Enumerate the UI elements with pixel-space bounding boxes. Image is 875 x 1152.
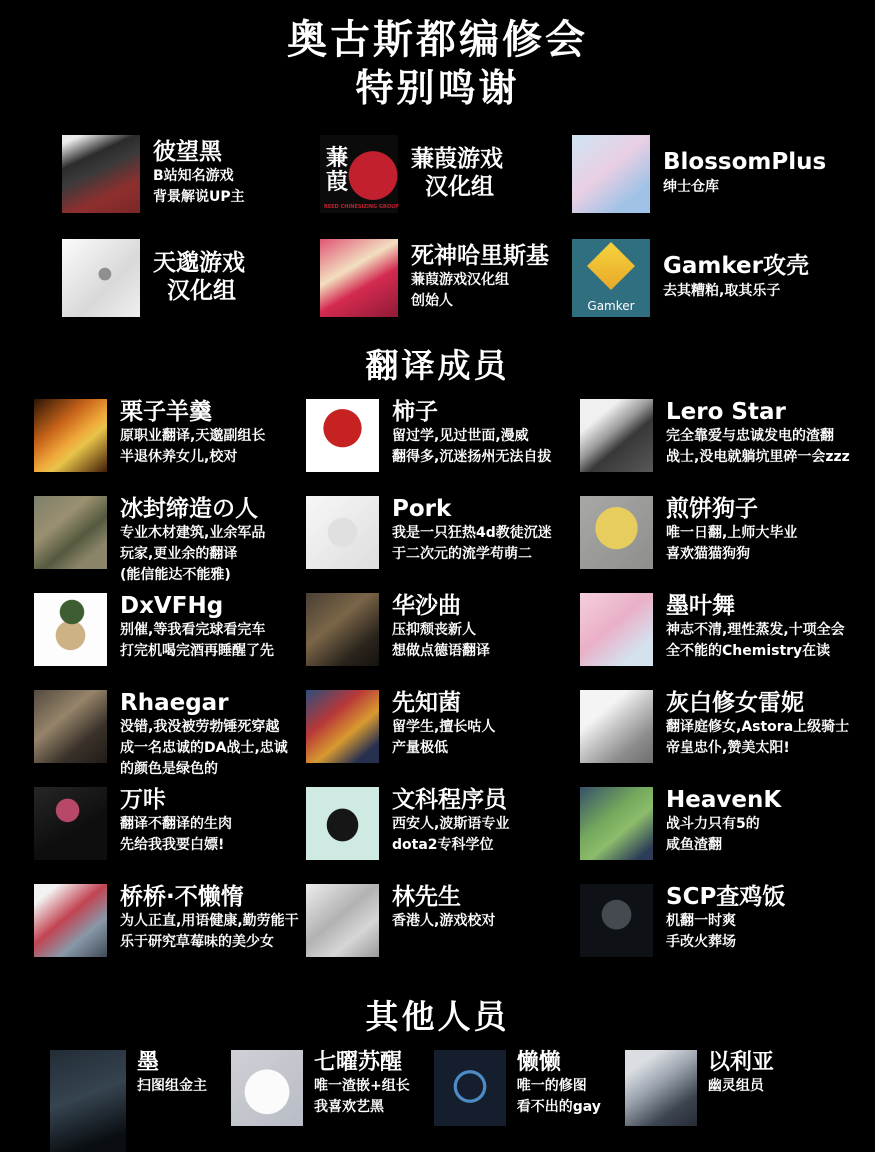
credit-entry — [34, 593, 306, 686]
member-desc: 我喜欢艺黑 — [314, 1098, 384, 1115]
credit-entry — [306, 399, 580, 492]
member-desc: 压抑颓丧新人 — [392, 622, 476, 639]
member-desc: 没错,我没被劳勃锤死穿越 — [120, 719, 280, 736]
building-sketch-avatar — [306, 884, 379, 957]
member-name: 万咔 — [120, 786, 166, 813]
member-name: 灰白修女雷妮 — [666, 689, 804, 716]
member-desc: 绅士仓库 — [663, 178, 719, 195]
gamker-logo-caption: Gamker — [587, 298, 635, 313]
member-name: 墨叶舞 — [666, 592, 735, 619]
masked-dark-figure-avatar — [34, 787, 107, 860]
credit-entry — [306, 884, 580, 977]
member-name: Gamker攻壳 — [663, 253, 809, 280]
page-title — [0, 0, 875, 112]
member-desc: 机翻一时爽 — [666, 913, 736, 930]
white-plate-hand-avatar — [231, 1050, 303, 1126]
member-desc: 打完机喝完酒再睡醒了先 — [120, 643, 274, 660]
member-desc: 唯一的修图 — [516, 1077, 587, 1094]
member-desc: (能信能达不能雅) — [120, 567, 231, 584]
credit-entry — [306, 496, 580, 589]
member-name: 柿子 — [392, 398, 438, 425]
gamker-diamond-icon — [587, 242, 635, 290]
jianjia-logo-subtext: REED CHINESIZING GROUP — [324, 203, 399, 210]
capped-figure-grayscale-avatar — [580, 399, 653, 472]
credit-entry — [62, 126, 320, 222]
red-persimmon-avatar — [306, 399, 379, 472]
credit-entry — [34, 496, 306, 589]
gamker-logo-avatar — [572, 239, 650, 317]
member-desc: 帝皇忠仆,赞美太阳! — [666, 740, 790, 757]
member-name: 墨 — [137, 1049, 160, 1075]
pink-haired-anime-girl-avatar — [580, 593, 653, 666]
pastel-anime-girl-avatar — [572, 135, 650, 213]
credit-entry — [580, 690, 875, 783]
military-cosplay-photo-avatar — [34, 496, 107, 569]
member-name: 冰封缔造の人 — [120, 495, 258, 522]
doge-meme-avatar — [580, 496, 653, 569]
member-desc: 看不出的gay — [516, 1098, 601, 1115]
grayscale-anime-nun-avatar — [580, 690, 653, 763]
member-name: Pork — [392, 495, 452, 522]
member-name: 天邈游戏 — [153, 250, 245, 276]
credit-entry — [580, 496, 875, 589]
others-section-header: 其他人员 — [365, 996, 510, 1036]
member-desc: 唯一渣嵌+组长 — [314, 1077, 410, 1094]
credit-entry — [572, 230, 862, 326]
member-name: Rhaegar — [120, 689, 229, 716]
credit-entry — [580, 593, 875, 686]
green-haired-character-avatar — [580, 787, 653, 860]
jianjia-logo-text: 蒹葭 — [326, 145, 349, 195]
member-desc: 幽灵组员 — [707, 1077, 764, 1094]
member-name: 以利亚 — [707, 1049, 774, 1075]
member-desc: 的颜色是绿色的 — [120, 761, 218, 778]
credit-entry — [580, 787, 875, 880]
member-name: 煎饼狗子 — [666, 495, 758, 522]
member-desc: 香港人,游戏校对 — [392, 913, 496, 930]
penguin-sketch-avatar — [306, 787, 379, 860]
member-name: DxVFHg — [120, 592, 224, 619]
chibi-green-helmet-avatar — [34, 593, 107, 666]
credit-entry — [34, 690, 306, 783]
member-desc: 为人正直,用语健康,勤劳能干 — [120, 913, 299, 930]
member-desc: 创始人 — [411, 293, 453, 310]
credit-entry — [34, 884, 306, 977]
member-desc: 留学生,擅长咕人 — [392, 719, 496, 736]
colorful-mecha-art-avatar — [306, 690, 379, 763]
member-desc: 产量极低 — [392, 740, 448, 757]
credit-entry — [434, 1050, 601, 1152]
member-desc: 半退休养女儿,校对 — [120, 449, 238, 466]
member-desc: 原职业翻译,天邈副组长 — [120, 428, 266, 445]
member-name: Lero Star — [666, 398, 786, 425]
member-name: HeavenK — [666, 786, 782, 813]
member-name-line2: 汉化组 — [425, 173, 494, 200]
credit-entry — [306, 690, 580, 783]
member-desc: 全不能的Chemistry在读 — [666, 643, 831, 660]
member-desc: 手改火葬场 — [666, 934, 736, 951]
others-row — [0, 1050, 875, 1152]
credit-entry — [625, 1050, 774, 1152]
member-desc: 背景解说UP主 — [153, 189, 245, 206]
member-desc: 咸鱼渣翻 — [666, 837, 722, 854]
credit-entry — [320, 126, 572, 222]
page-title-line1: 奥古斯都编修会 — [287, 17, 588, 63]
member-name: 懒懒 — [516, 1049, 561, 1075]
member-name-line2: 汉化组 — [167, 277, 236, 304]
fiery-battle-art-avatar — [34, 399, 107, 472]
melting-clock-blue-avatar — [434, 1050, 506, 1126]
translators-grid — [34, 399, 875, 977]
member-name: 林先生 — [392, 883, 461, 910]
credit-entry — [580, 399, 875, 492]
silver-haired-warrior-avatar — [34, 690, 107, 763]
member-name: 华沙曲 — [392, 592, 461, 619]
page-title-line2: 特别鸣谢 — [355, 66, 520, 110]
member-name: 桥桥·不懒惰 — [120, 883, 244, 910]
member-desc: 战士,没电就躺坑里碎一会zzz — [666, 449, 850, 466]
white-hat-anime-girl-avatar — [34, 884, 107, 957]
member-name: 死神哈里斯基 — [411, 242, 549, 269]
member-desc: 蒹葭游戏汉化组 — [411, 272, 509, 289]
classical-oil-portrait-avatar — [306, 593, 379, 666]
member-desc: 去其糟粕,取其乐子 — [663, 282, 781, 299]
anime-boy-red-hoodie-avatar — [62, 135, 140, 213]
member-name: 蒹葭游戏 — [411, 146, 503, 172]
member-desc: 喜欢猫猫狗狗 — [666, 546, 750, 563]
member-name: 文科程序员 — [392, 786, 507, 813]
member-desc: 专业木材建筑,业余军品 — [120, 525, 266, 542]
credit-entry — [580, 884, 875, 977]
translators-section-header: 翻译成员 — [365, 345, 510, 385]
member-desc: B站知名游戏 — [153, 168, 234, 185]
member-name: SCP查鸡饭 — [666, 883, 786, 910]
credit-entry — [34, 787, 306, 880]
red-gold-chinese-art-avatar — [320, 239, 398, 317]
member-name: 七曜苏醒 — [314, 1049, 403, 1075]
member-desc: 完全靠爱与忠诚发电的渣翻 — [666, 428, 834, 445]
member-name: 栗子羊羹 — [120, 398, 212, 425]
credit-entry — [50, 1050, 207, 1152]
member-desc: dota2专科学位 — [392, 837, 494, 854]
member-desc: 唯一日翻,上师大毕业 — [666, 525, 798, 542]
member-desc: 成一名忠诚的DA战士,忠诚 — [120, 740, 288, 757]
member-desc: 乐于研究草莓味的美少女 — [120, 934, 274, 951]
member-desc: 想做点德语翻译 — [392, 643, 490, 660]
cat-girl-sketch-avatar — [306, 496, 379, 569]
credit-entry — [306, 787, 580, 880]
member-desc: 翻得多,沉迷扬州无法自拔 — [392, 449, 552, 466]
member-name: 先知菌 — [392, 689, 461, 716]
credit-entry — [306, 593, 580, 686]
special-thanks-grid — [62, 126, 875, 326]
member-desc: 玩家,更业余的翻译 — [120, 546, 238, 563]
member-desc: 神志不清,理性蒸发,十项全会 — [666, 622, 845, 639]
member-desc: 翻译庭修女,Astora上级骑士 — [666, 719, 850, 736]
member-desc: 留过学,见过世面,漫威 — [392, 428, 529, 445]
member-desc: 翻译不翻译的生肉 — [120, 816, 232, 833]
member-desc: 于二次元的流学苟萌二 — [392, 546, 532, 563]
credit-entry — [572, 126, 862, 222]
dark-gothic-art-avatar — [50, 1050, 126, 1152]
jianjia-logo-avatar — [320, 135, 398, 213]
credit-entry — [320, 230, 572, 326]
credit-entry — [62, 230, 320, 326]
member-name: BlossomPlus — [663, 149, 827, 176]
white-haired-ghost-girl-avatar — [625, 1050, 697, 1126]
member-desc: 别催,等我看完球看完车 — [120, 622, 266, 639]
member-desc: 战斗力只有5的 — [666, 816, 760, 833]
member-desc: 先给我我要白嫖! — [120, 837, 225, 854]
member-desc: 我是一只狂热4d教徒沉迷 — [392, 525, 552, 542]
tianmiao-calligraphy-avatar — [62, 239, 140, 317]
member-name: 彼望黑 — [153, 138, 222, 165]
gas-mask-figure-avatar — [580, 884, 653, 957]
credit-entry — [34, 399, 306, 492]
member-desc: 西安人,波斯语专业 — [392, 816, 510, 833]
credit-entry — [231, 1050, 410, 1152]
member-desc: 扫图组金主 — [137, 1077, 207, 1094]
